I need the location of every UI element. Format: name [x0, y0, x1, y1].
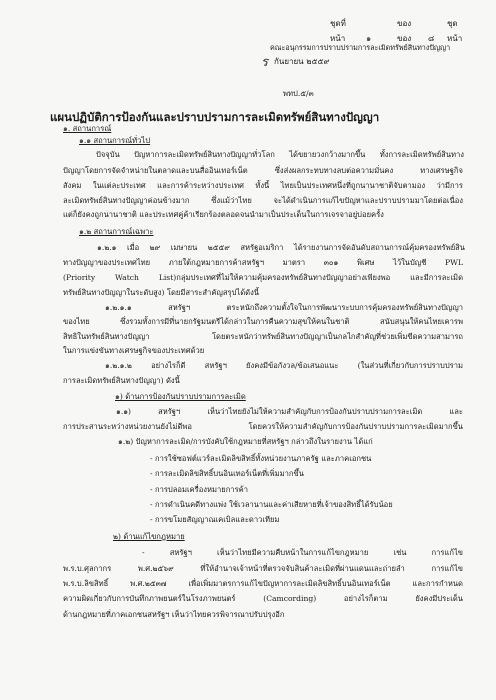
body-line: - การดำเนินคดีทางแพ่ง ใช้เวลานานและค่าเสียหายที่เจ้าของสิทธิ์ได้รับน้อย	[150, 500, 393, 509]
document-date: กันยายน ๒๕๕๙	[274, 57, 330, 66]
body-line: ๑.๑ สถานการณ์ทั่วไป	[79, 136, 151, 145]
body-line: - การใช้ซอฟต์แวร์ละเมิดลิขสิทธิ์ทั้งหน่วยงานภาครัฐ และภาคเอกชน	[150, 454, 372, 463]
body-line: ในการแข่งขันทางเศรษฐกิจของประเทศด้วย	[63, 346, 205, 355]
body-line: ความผิดเกี่ยวกับการบันทึกภาพยนตร์ในโรงภาพยนตร์ (Camcording) อย่างไรก็ตาม ยังคงมีประเด็น	[63, 594, 463, 603]
body-line: ๑.๒.๑.๒ อย่างไรก็ดี สหรัฐฯ ยังคงมีข้อกังวล/ข้อเสนอแนะ (ในส่วนที่เกี่ยวกับการปราบปราม	[105, 361, 463, 370]
body-line: สังคม ในแต่ละประเทศ และการค้าระหว่างประเทศ ทั้งนี้ ไทยเป็นประเทศหนึ่งที่ถูกนานาชาติจับตามอง ว่ามีการ	[63, 181, 463, 190]
body-line: พ.ร.บ.ลิขสิทธิ์ พ.ศ.๒๕๓๗ เพื่อเพิ่มมาตรการแก้ไขปัญหาการละเมิดลิขสิทธิ์บนอินเทอร์เน็ต และการกำหนด	[63, 579, 463, 588]
page-total: ๘	[428, 34, 435, 43]
body-line: การละเมิดทรัพย์สินทางปัญญา) ดังนี้	[63, 376, 180, 385]
body-line: ๑.๒) ปัญหาการละเมิด/การบังคับใช้กฎหมายที่สหรัฐฯ กล่าวถึงในรายงาน ได้แก่	[118, 437, 373, 446]
body-line: ๑.๒ สถานการณ์เฉพาะ	[79, 227, 154, 236]
document-title: แผนปฏิบัติการป้องกันและปราบปรามการละเมิดทรัพย์สินทางปัญญา	[50, 110, 380, 124]
body-line: ด้านกฎหมายที่ภาคเอกชนสหรัฐฯ เห็นว่าไทยควรพิจารณาปรับปรุงอีก	[63, 610, 285, 619]
body-line: ทางปัญญาของประเทศไทย ภายใต้กฎหมายการค้าสหรัฐฯ มาตรา ๓๐๑ พิเศษ ไว้ในบัญชี PWL	[63, 258, 463, 267]
body-line: แต่ก็ยังคงถูกนานาชาติ และประเทศคู่ค้าเรียกร้องตลอดจนนำมาเป็นประเด็นในการเจรจาอยู่บ่อยครั้ง	[63, 210, 384, 219]
page-label: หน้า	[330, 34, 346, 43]
body-line: ละเมิดทรัพย์สินทางปัญญาค่อนข้างมาก ซึ่งแม้ว่าไทย จะได้ดำเนินการแก้ไขปัญหาและปราบปรามมาโดยต่อเนื่อง	[63, 196, 463, 205]
body-line: พ.ร.บ.ศุลกากร พ.ศ.๒๕๖๙ ที่ให้อำนาจเจ้าหน้าที่ตรวจจับสินค้าละเมิดที่ผ่านแดนและถ่ายลำ การแก้ไข	[63, 564, 463, 573]
body-line: ๑.๒.๑.๑ สหรัฐฯ ตระหนักถึงความตั้งใจในการพัฒนาระบบการคุ้มครองทรัพย์สินทางปัญญา	[105, 303, 463, 312]
body-line: ๑.๒.๑ เมื่อ ๒๙ เมษายน ๒๕๕๙ สหรัฐอเมริกา ได้รายงานการจัดอันดับสถานการณ์คุ้มครองทรัพย์สิน	[97, 243, 465, 252]
document-code: พทป.๕/๓	[283, 89, 314, 98]
body-line: - การละเมิดลิขสิทธิ์บนอินเทอร์เน็ตที่เพิ่มมากขึ้น	[150, 469, 304, 478]
body-line: (Priority Watch List)กลุ่มประเทศที่ไม่ให้ความคุ้มครองทรัพย์สินทางปัญญาอย่างเพียงพอ และมีการละเมิด	[63, 273, 463, 282]
body-line: สิทธิในทรัพย์สินทางปัญญา โดยตระหนักว่าทรัพย์สินทางปัญญาเป็นกลไกสำคัญที่ช่วยเพิ่มขีดความสามารถ	[63, 332, 463, 341]
body-line: ปัจจุบัน ปัญหาการละเมิดทรัพย์สินทางปัญญาทั่วโลก ได้ขยายวงกว้างมากขึ้น ทั้งการละเมิดทรัพย์สินทาง	[96, 150, 464, 159]
page-number: ๑	[366, 34, 372, 43]
body-line: ๑. สถานการณ์	[63, 124, 112, 133]
body-line: ๒) ด้านแก้ไขกฎหมาย	[113, 532, 185, 541]
committee-name: คณะอนุกรรมการปราบปรามการละเมิดทรัพย์สินทางปัญญา	[270, 43, 451, 52]
body-line: ทรัพย์สินทางปัญญาในระดับสูง) โดยมีสาระสำคัญสรุปได้ดังนี้	[63, 288, 259, 297]
set-label: ชุดที่	[330, 19, 346, 28]
set-suffix: ชุด	[447, 19, 458, 28]
page-suffix: หน้า	[447, 34, 463, 43]
of-label: ของ	[397, 19, 412, 28]
body-line: - การขโมยสัญญาณเคเบิลและดาวเทียม	[150, 515, 280, 524]
body-line: ปัญญาโดยการจัดจำหน่ายในตลาดและบนสื่ออินเทอร์เน็ต ซึ่งส่งผลกระทบทางลบต่อความมั่นคง ทางเศรษฐกิจ	[63, 166, 463, 175]
body-line: การประสานระหว่างหน่วยงานยังไม่ดีพอ โดยควรให้ความสำคัญกับการป้องกันปราบปรามการละเมิดมากขึ้น	[63, 422, 463, 431]
body-line: ๑) ด้านการป้องกันปราบปรามการละเมิด	[115, 392, 246, 401]
body-line: - สหรัฐฯ เห็นว่าไทยมีความคืบหน้าในการแก้ไขกฎหมาย เช่น การแก้ไข	[142, 548, 463, 557]
handwritten-mark-icon: ร	[261, 55, 268, 70]
body-line: - การปลอมเครื่องหมายการค้า	[150, 485, 248, 494]
body-line: ๑.๑) สหรัฐฯ เห็นว่าไทยยังไม่ให้ความสำคัญกับการป้องกันปราบปรามการละเมิด และ	[116, 407, 463, 416]
body-line: ของไทย ซึ่งรวมทั้งการมีที่นายกรัฐมนตรีได้กล่าวในการคืนความสุขให้คนในชาติ สนับสนุนให้คนไทยเคารพ	[63, 317, 463, 326]
of-label-2: ของ	[397, 34, 412, 43]
